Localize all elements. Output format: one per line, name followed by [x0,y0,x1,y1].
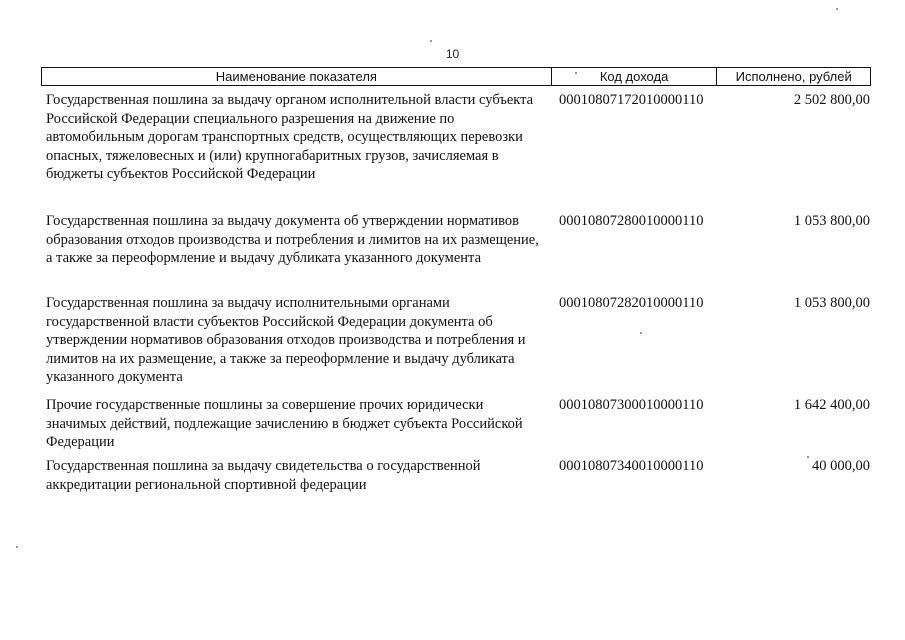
row-code: 00010807300010000110 [559,397,704,413]
table-header [41,67,871,86]
row-amount: 1 053 800,00 [793,213,870,229]
scan-speck [807,456,809,458]
row-amount: 1 053 800,00 [793,295,870,311]
row-name: Государственная пошлина за выдачу свидетельства о государственной аккредитации региональной спортивной федерации [46,458,481,493]
header-amount: Исполнено, рублей [735,69,852,84]
header-name: Наименование показателя [42,68,552,85]
row-code: 00010807280010000110 [559,213,704,229]
scan-speck [430,40,432,42]
row-code: 00010807282010000110 [559,295,704,311]
row-amount: 1 642 400,00 [793,397,870,413]
page-number: 10 [445,47,460,61]
scan-speck [640,332,642,334]
row-name: Государственная пошлина за выдачу исполнительными органами государственной власти субъектов Российской Федерации документа об утверждении нормативов образования отходов производства и потребления и лимитов на их размещение, а также за переоформление и выдачу дубликата указанного документа [46,295,526,385]
row-name: Государственная пошлина за выдачу органом исполнительной власти субъекта Российской Федерации специального разрешения на движение по автомобильным дорогам транспортных средств, осуществляющих перевозки опасных, тяжеловесных и (или) крупногабаритных грузов, зачисляемая в бюджеты субъектов Российской Федерации [46,92,534,182]
row-code: 00010807340010000110 [559,458,704,474]
row-name: Государственная пошлина за выдачу документа об утверждении нормативов образования отходов производства и потребления и лимитов на их размещение, а также за переоформление и выдачу дубликата указанного документа [46,213,539,266]
row-amount: 40 000,00 [812,458,870,474]
scan-speck [575,72,577,74]
scan-speck [16,546,18,548]
scan-speck [836,8,838,10]
row-name: Прочие государственные пошлины за совершение прочих юридически значимых действий, подлежащие зачислению в бюджет субъекта Российской Федерации [46,397,523,450]
header-code: Код дохода [552,68,718,85]
row-code: 00010807172010000110 [559,92,704,108]
row-amount: 2 502 800,00 [793,92,870,108]
